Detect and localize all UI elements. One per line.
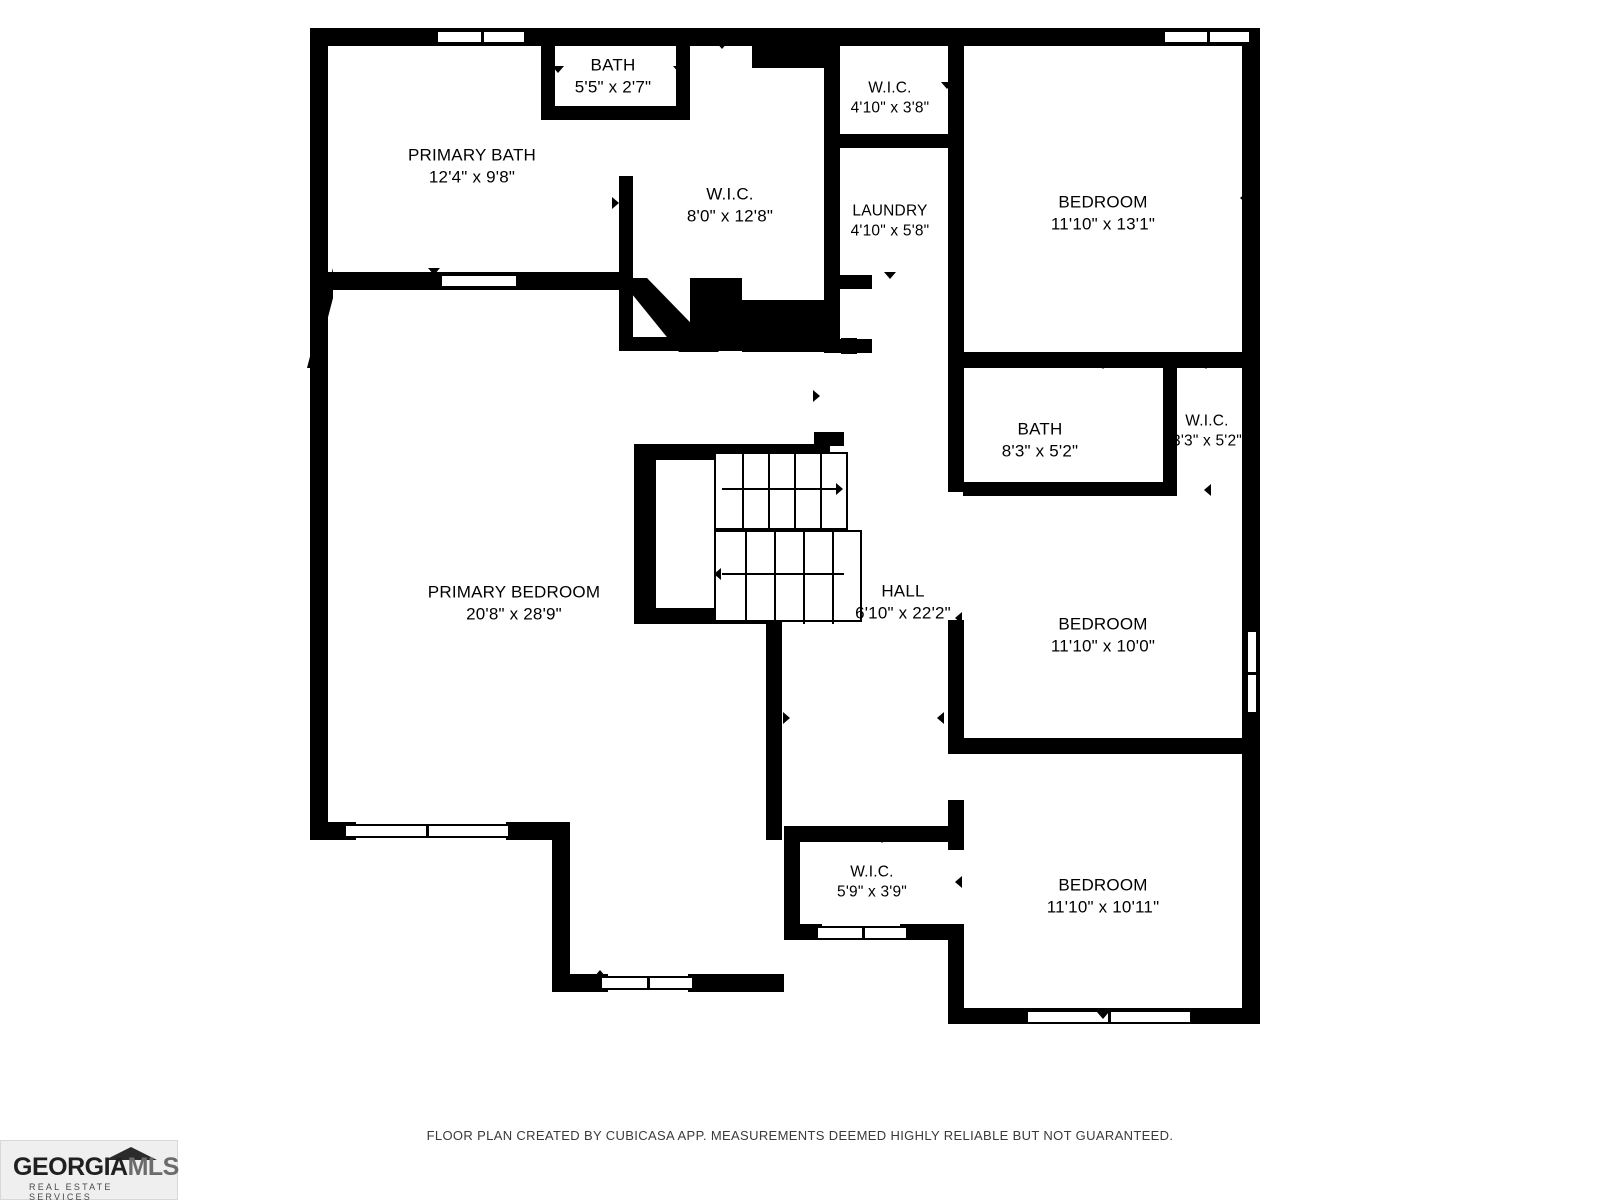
wall-bathhall-bottom-right (1077, 482, 1177, 496)
wall-hall-right-lower (948, 620, 964, 740)
room-label-bedroom-2 (1051, 614, 1155, 659)
logo-wordmark (13, 1153, 179, 1182)
door-arrow-bath-left (552, 66, 564, 73)
wall-hall-left-upper (841, 338, 857, 354)
room-dimensions: 6'10" x 22'2" (855, 604, 951, 623)
room-dimensions: 20'8" x 28'9" (466, 605, 562, 624)
door-arrow-wic-primary-bottom (710, 342, 722, 349)
door-arrow-bath-hall-bottom (1054, 484, 1066, 491)
wall-wic-primary-topblock (752, 28, 824, 68)
wall-primary-left-lower (310, 356, 328, 836)
door-arrow-wic-bed3-right (955, 876, 962, 888)
window-bedroom1-top (1163, 30, 1251, 44)
door-arrow-primary-hall (813, 390, 820, 402)
room-name: W.I.C. (868, 79, 912, 97)
wall-stairs-right-vert (766, 608, 782, 840)
room-label-primary-bath (408, 145, 536, 190)
stairs-lower-flight (714, 530, 862, 622)
wall-primary-bottom-low2 (688, 974, 784, 992)
room-dimensions: 11'10" x 10'0" (1050, 637, 1156, 656)
logo-primary: GEORGIA (13, 1153, 128, 1181)
footer-disclaimer: FLOOR PLAN CREATED BY CUBICASA APP. MEASUREMENTS DEEMED HIGHLY RELIABLE BUT NOT GUARANTEED. (426, 1128, 1174, 1143)
wall-bath-right (676, 28, 690, 120)
room-label-wic-bedroom-3 (837, 863, 907, 904)
door-arrow-laundry-left (828, 200, 835, 212)
wall-wic-primary-left (619, 176, 633, 351)
room-name: PRIMARY BEDROOM (427, 582, 601, 602)
room-dimensions: 12'4" x 9'8" (428, 168, 516, 187)
window-wic-bed3-bottom (816, 926, 908, 940)
wall-laundry-bottom (824, 275, 872, 289)
room-name: BEDROOM (1058, 614, 1148, 634)
door-arrow-bedroom1-top (1097, 38, 1109, 45)
window-primary-bath-bottom (440, 274, 518, 288)
room-name: BEDROOM (1058, 875, 1148, 895)
wall-hall-right-lowest (948, 800, 964, 850)
window-bedroom3-bottom (1026, 1010, 1192, 1024)
wall-exterior-right (1242, 28, 1260, 1018)
georgia-mls-logo (0, 1140, 178, 1200)
door-arrow-primary-bath-bottom (428, 268, 440, 275)
room-name: BATH (590, 55, 636, 75)
logo-secondary: MLS (127, 1153, 179, 1181)
door-arrow-laundry-bottom (884, 272, 896, 279)
wall-hall-right-upper (948, 352, 964, 492)
wall-wic-bed3-top (784, 826, 964, 842)
room-label-wic-primary (687, 184, 773, 229)
door-arrow-bedroom1-left (955, 191, 962, 203)
room-dimensions: 8'0" x 12'8" (686, 207, 774, 226)
wall-wic-laundry-divider (824, 134, 964, 148)
room-label-laundry (851, 202, 930, 243)
door-arrow-wic-top (716, 42, 728, 49)
window-primary-bedroom-bottom (600, 976, 694, 990)
door-arrow-bath-hall-top (1097, 362, 1109, 369)
room-name: W.I.C. (850, 863, 894, 881)
wall-bedroom2-bottom (948, 738, 1260, 754)
room-dimensions: 8'3" x 5'2" (1001, 442, 1079, 461)
room-dimensions: 11'10" x 10'11" (1046, 898, 1160, 917)
room-dimensions: 3'3" x 5'2" (1172, 433, 1242, 450)
door-arrow-wic-primary-left (612, 197, 619, 209)
window-primary-bath-top (436, 30, 526, 44)
wall-laundry-left (824, 28, 840, 353)
stairs-direction-down-arrow (714, 568, 721, 580)
room-label-primary-bedroom (428, 582, 600, 627)
room-label-bedroom-3 (1047, 875, 1160, 920)
window-primary-bedroom-left-bottom (344, 824, 510, 838)
door-arrow-wic-bed3-top (876, 836, 888, 843)
wall-stairs-top-right (814, 432, 844, 446)
room-label-hall (855, 581, 951, 626)
door-arrow-primary-bottom-window (594, 970, 606, 977)
room-name: BEDROOM (1058, 192, 1148, 212)
room-label-bedroom-1 (1051, 192, 1155, 237)
wall-wic-bed3-left (784, 826, 800, 938)
room-dimensions: 4'10" x 5'8" (850, 223, 930, 240)
room-label-bath-hall (1002, 419, 1079, 464)
room-name: W.I.C. (706, 184, 754, 204)
door-arrow-bath-hall-left (957, 424, 964, 436)
door-arrow-primary-bath-left (318, 193, 325, 205)
window-bedroom2-right (1246, 630, 1258, 714)
room-name: LAUNDRY (852, 202, 928, 220)
stairs-upper-flight (714, 452, 848, 530)
wall-wic-bed3-bottom2 (900, 924, 964, 940)
door-arrow-wic-laundry (941, 82, 953, 89)
door-arrow-wic-bathhall-top (1200, 362, 1212, 369)
stairs-direction-down-line (722, 573, 844, 575)
stairs-direction-up-arrow (836, 483, 843, 495)
room-label-wic-bath-hall (1172, 412, 1242, 453)
door-arrow-bath-hall-bottom2 (1097, 484, 1109, 491)
door-arrow-hall-bedroom2 (955, 612, 962, 624)
wall-bedroom3-left (948, 930, 964, 1024)
room-dimensions: 5'5" x 2'7" (574, 78, 652, 97)
room-name: BATH (1017, 419, 1063, 439)
door-arrow-bedroom3-bottom (1097, 1012, 1109, 1019)
room-dimensions: 4'10" x 3'8" (850, 100, 930, 117)
wall-exterior-left-upper (310, 28, 328, 280)
door-arrow-bedroom1-right (1240, 192, 1247, 204)
door-arrow-wic-bathhall-right (1204, 484, 1211, 496)
door-arrow-primary-bottom-mid (783, 712, 790, 724)
logo-tagline: REAL ESTATE SERVICES (29, 1182, 113, 1202)
room-label-bath-upper (575, 55, 652, 100)
wall-bath-bottom (541, 106, 689, 120)
room-name: PRIMARY BATH (407, 145, 537, 165)
room-label-wic-laundry-top (851, 79, 930, 120)
room-name: HALL (881, 581, 925, 601)
room-dimensions: 5'9" x 3'9" (837, 884, 907, 901)
door-arrow-hall-bedroom3 (937, 712, 944, 724)
room-dimensions: 11'10" x 13'1" (1050, 215, 1156, 234)
wall-stairs-left (634, 444, 656, 624)
wall-primary-lower-vert (552, 822, 570, 990)
stairs-direction-up-line (722, 488, 840, 490)
room-name: W.I.C. (1185, 412, 1229, 430)
door-arrow-primary-left-mid (318, 390, 325, 402)
door-arrow-bath-right (673, 66, 685, 73)
